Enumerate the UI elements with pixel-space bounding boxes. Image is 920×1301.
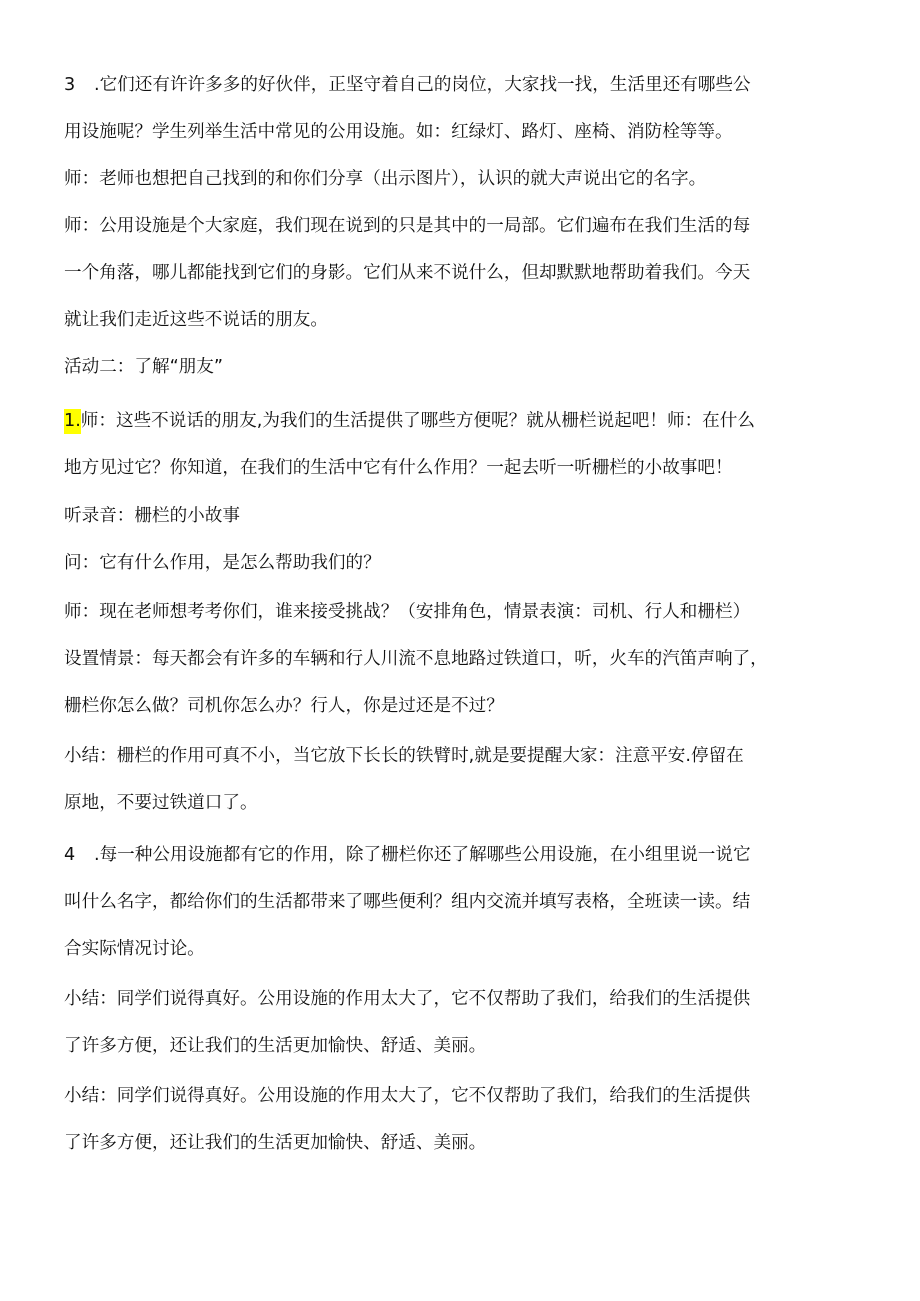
paragraph-line: 听录音：栅栏的小故事 [64, 506, 240, 526]
paragraph-line: 小结：同学们说得真好。公用设施的作用太大了，它不仅帮助了我们，给我们的生活提供 [64, 1086, 751, 1106]
paragraph-line [64, 73, 751, 97]
list-number: 4 [64, 845, 76, 865]
paragraph-line: 用设施呢？学生列举生活中常见的公用设施。如：红绿灯、路灯、座椅、消防栓等等。 [64, 122, 733, 142]
paragraph-line: 一个角落，哪儿都能找到它们的身影。它们从来不说什么，但却默默地帮助着我们。今天 [64, 263, 751, 283]
paragraph-line: 原地，不要过铁道口了。 [64, 793, 258, 813]
paragraph-line: 小结：同学们说得真好。公用设施的作用太大了，它不仅帮助了我们，给我们的生活提供 [64, 989, 751, 1009]
line-text: 师：这些不说话的朋友,为我们的生活提供了哪些方便呢？就从栅栏说起吧！师：在什么 [80, 411, 755, 431]
paragraph-line: 合实际情况讨论。 [64, 939, 205, 959]
paragraph-line [64, 843, 751, 867]
highlighted-list-marker: 1. [64, 409, 81, 434]
line-text: .每一种公用设施都有它的作用，除了栅栏你还了解哪些公用设施，在小组里说一说它 [94, 845, 751, 865]
paragraph-line: 叫什么名字，都给你们的生活都带来了哪些便利？组内交流并填写表格，全班读一读。结 [64, 892, 751, 912]
paragraph-line [64, 409, 755, 433]
list-number: 3 [64, 75, 76, 95]
paragraph-line: 了许多方便，还让我们的生活更加愉快、舒适、美丽。 [64, 1036, 487, 1056]
paragraph-line: 栅栏你怎么做？司机你怎么办？行人，你是过还是不过？ [64, 696, 504, 716]
paragraph-line: 就让我们走近这些不说话的朋友。 [64, 310, 328, 330]
paragraph-line: 师：公用设施是个大家庭，我们现在说到的只是其中的一局部。它们遍布在我们生活的每 [64, 216, 751, 236]
paragraph-line: 师：现在老师想考考你们，谁来接受挑战？（安排角色，情景表演：司机、行人和栅栏） [64, 602, 751, 622]
paragraph-line: 了许多方便，还让我们的生活更加愉快、舒适、美丽。 [64, 1133, 487, 1153]
paragraph-line: 设置情景：每天都会有许多的车辆和行人川流不息地路过铁道口，听，火车的汽笛声响了， [64, 649, 768, 669]
section-heading: 活动二：了解“朋友” [64, 357, 223, 377]
paragraph-line: 地方见过它？你知道，在我们的生活中它有什么作用？一起去听一听栅栏的小故事吧！ [64, 458, 733, 478]
paragraph-line: 问：它有什么作用，是怎么帮助我们的？ [64, 553, 381, 573]
paragraph-line: 师：老师也想把自己找到的和你们分享（出示图片），认识的就大声说出它的名字。 [64, 169, 707, 189]
paragraph-line: 小结：栅栏的作用可真不小，当它放下长长的铁臂时,就是要提醒大家：注意平安.停留在 [64, 746, 744, 766]
line-text: .它们还有许许多多的好伙伴，正坚守着自己的岗位，大家找一找，生活里还有哪些公 [94, 75, 751, 95]
